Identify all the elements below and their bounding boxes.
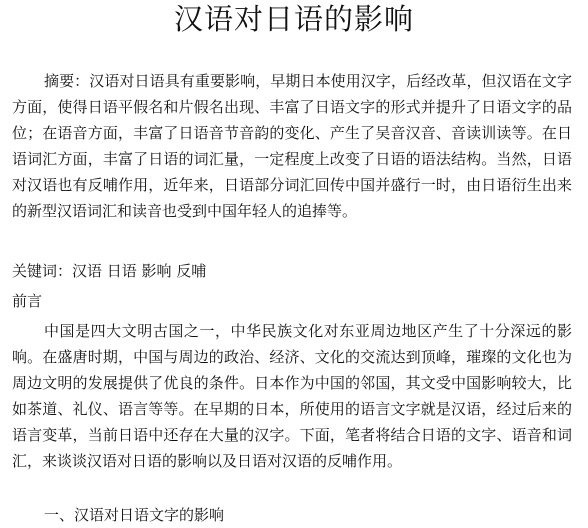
keywords-line: 关键词：汉语 日语 影响 反哺 [12, 262, 207, 280]
preface-paragraph: 中国是四大文明古国之一，中华民族文化对东亚周边地区产生了十分深远的影响。在盛唐时期，中国与周边的政治、经济、文化的交流达到顶峰，璀璨的文化也为周边文明的发展提供了优良的条件。日本作为中国的邻国，其文受中国影响较大，比如茶道、礼仪、语言等等。在早期的日本，所使用的语言文字就是汉语，经过后来的语言变革，当前日语中还存在大量的汉字。下面，笔者将结合日语的文字、语音和词汇，来谈谈汉语对日语的影响以及日语对汉语的反哺作用。 [12, 322, 572, 470]
next-section-heading: 一、汉语对日语文字的影响 [44, 506, 225, 524]
document-title: 汉语对日语的影响 [173, 2, 414, 36]
preface-heading: 前言 [12, 292, 43, 310]
abstract-paragraph: 摘要：汉语对日语具有重要影响，早期日本使用汉字，后经改革，但汉语在文字方面，使得日语平假名和片假名出现、丰富了日语文字的形式并提升了日语文字的品位；在语音方面，丰富了日语音节音韵的变化、产生了吴音汉音、音读训读等。在日语词汇方面，丰富了日语的词汇量，一定程度上改变了日语的语法结构。当然，日语对汉语也有反哺作用，近年来，日语部分词汇回传中国并盛行一时，由日语衍生出来的新型汉语词汇和读音也受到中国年轻人的追捧等。 [12, 72, 572, 220]
